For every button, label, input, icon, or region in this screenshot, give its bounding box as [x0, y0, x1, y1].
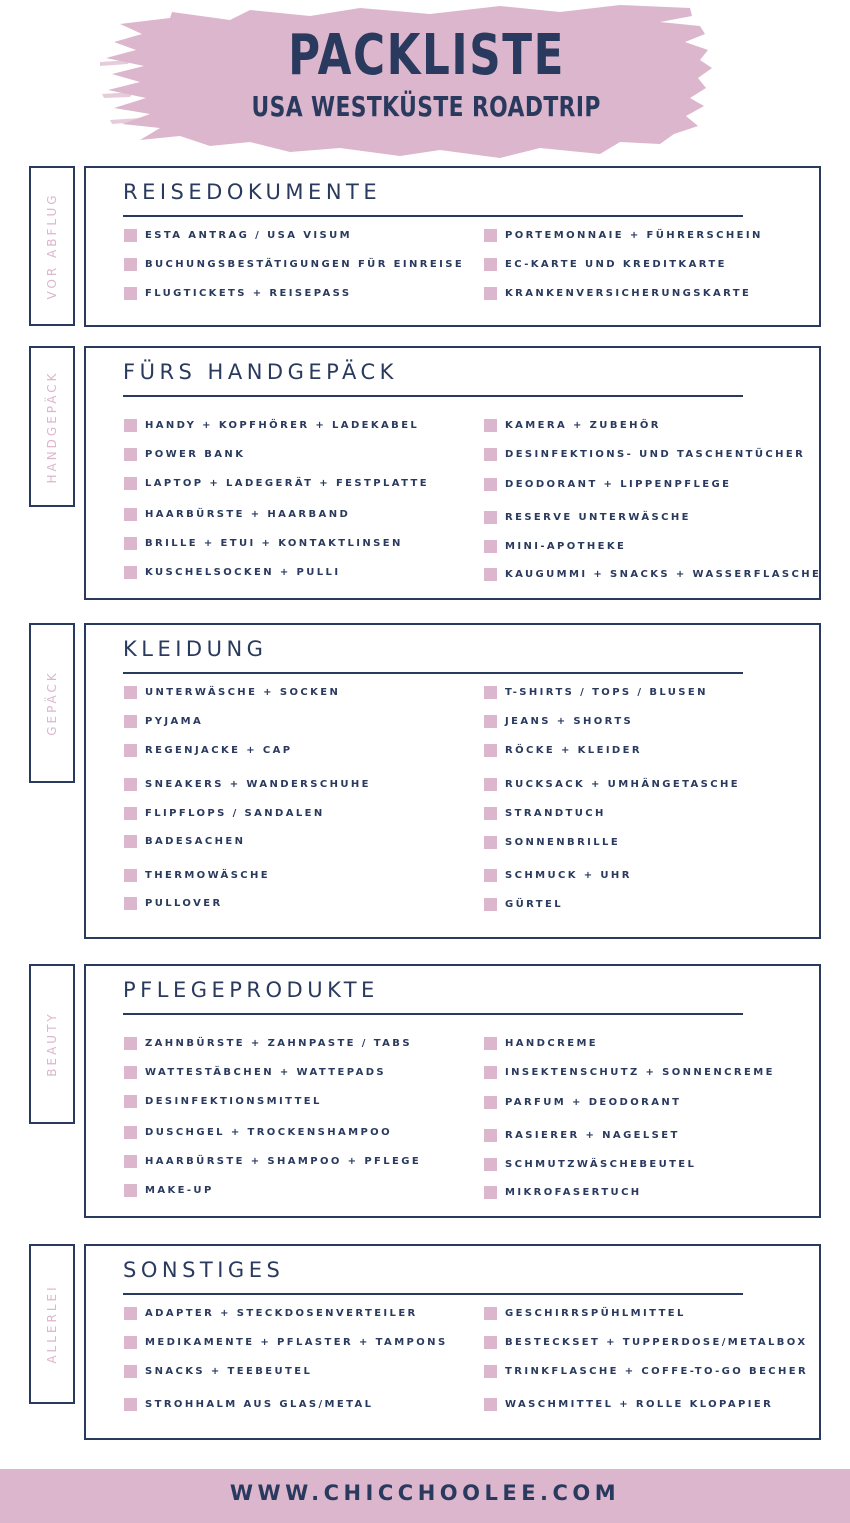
side-tab-label: GEPÄCK	[45, 670, 59, 736]
section-divider	[123, 1293, 743, 1295]
checkbox[interactable]	[124, 1184, 137, 1197]
checklist-item-label: KRANKENVERSICHERUNGSKARTE	[505, 288, 752, 299]
checklist-item-label: HANDCREME	[505, 1038, 599, 1049]
side-tab-label: HANDGEPÄCK	[45, 369, 59, 484]
section-title: FÜRS HANDGEPÄCK	[123, 360, 398, 384]
checklist-item-label: WASCHMITTEL + ROLLE KLOPAPIER	[505, 1399, 774, 1410]
checklist-item-label: HANDY + KOPFHÖRER + LADEKABEL	[145, 420, 420, 431]
checklist-item-label: LAPTOP + LADEGERÄT + FESTPLATTE	[145, 478, 429, 489]
checklist-item-label: RESERVE UNTERWÄSCHE	[505, 512, 691, 523]
side-tab	[29, 623, 75, 783]
checklist-item-label: KUSCHELSOCKEN + PULLI	[145, 567, 341, 578]
checkbox[interactable]	[124, 258, 137, 271]
section-title: REISEDOKUMENTE	[123, 180, 382, 204]
checklist-item-label: FLUGTICKETS + REISEPASS	[145, 288, 352, 299]
checkbox[interactable]	[484, 287, 497, 300]
checkbox[interactable]	[124, 566, 137, 579]
checkbox[interactable]	[124, 1336, 137, 1349]
side-tab-label: ALLERLEI	[45, 1284, 59, 1364]
checklist-item-label: SNACKS + TEEBEUTEL	[145, 1366, 313, 1377]
checklist-item-label: JEANS + SHORTS	[505, 716, 634, 727]
section-divider	[123, 395, 743, 397]
side-tab	[29, 166, 75, 326]
checkbox[interactable]	[484, 898, 497, 911]
checkbox[interactable]	[484, 778, 497, 791]
checkbox[interactable]	[484, 1336, 497, 1349]
checklist-item-label: SCHMUTZWÄSCHEBEUTEL	[505, 1159, 697, 1170]
checkbox[interactable]	[124, 715, 137, 728]
checklist-item-label: BRILLE + ETUI + KONTAKTLINSEN	[145, 538, 403, 549]
checkbox[interactable]	[124, 744, 137, 757]
checkbox[interactable]	[484, 1398, 497, 1411]
checkbox[interactable]	[484, 478, 497, 491]
page-subtitle: USA WESTKÜSTE ROADTRIP	[251, 90, 601, 123]
footer-url: WWW.CHICCHOOLEE.COM	[229, 1481, 621, 1505]
checklist-item-label: REGENJACKE + CAP	[145, 745, 293, 756]
checklist-item-label: RÖCKE + KLEIDER	[505, 745, 642, 756]
checkbox[interactable]	[484, 419, 497, 432]
checkbox[interactable]	[124, 229, 137, 242]
checklist-item-label: SONNENBRILLE	[505, 837, 621, 848]
checkbox[interactable]	[484, 229, 497, 242]
checkbox[interactable]	[484, 258, 497, 271]
checklist-item-label: BESTECKSET + TUPPERDOSE/METALBOX	[505, 1337, 808, 1348]
checklist-item-label: ADAPTER + STECKDOSENVERTEILER	[145, 1308, 418, 1319]
page-title: PACKLISTE	[288, 23, 566, 88]
checklist-item-label: PARFUM + DEODORANT	[505, 1097, 682, 1108]
checklist-item-label: MIKROFASERTUCH	[505, 1187, 642, 1198]
checklist-item-label: MEDIKAMENTE + PFLASTER + TAMPONS	[145, 1337, 448, 1348]
checkbox[interactable]	[124, 287, 137, 300]
side-tab-label: BEAUTY	[45, 1011, 59, 1077]
section-box	[84, 346, 821, 600]
section-title: KLEIDUNG	[123, 637, 268, 661]
checklist-item-label: HAARBÜRSTE + SHAMPOO + PFLEGE	[145, 1156, 422, 1167]
checkbox[interactable]	[484, 686, 497, 699]
checklist-item-label: DEODORANT + LIPPENPFLEGE	[505, 479, 732, 490]
side-tab	[29, 1244, 75, 1404]
checkbox[interactable]	[484, 744, 497, 757]
checkbox[interactable]	[124, 1155, 137, 1168]
checkbox[interactable]	[124, 807, 137, 820]
checklist-item-label: ESTA ANTRAG / USA VISUM	[145, 230, 352, 241]
checkbox[interactable]	[124, 835, 137, 848]
checkbox[interactable]	[124, 508, 137, 521]
checklist-item-label: ZAHNBÜRSTE + ZAHNPASTE / TABS	[145, 1038, 412, 1049]
checklist-item-label: BADESACHEN	[145, 836, 246, 847]
checklist-item-label: RUCKSACK + UMHÄNGETASCHE	[505, 779, 740, 790]
checklist-item-label: STROHHALM AUS GLAS/METAL	[145, 1399, 374, 1410]
checkbox[interactable]	[124, 1095, 137, 1108]
section-divider	[123, 215, 743, 217]
checkbox[interactable]	[124, 1398, 137, 1411]
header	[0, 0, 850, 165]
checkbox[interactable]	[484, 807, 497, 820]
checkbox[interactable]	[484, 1186, 497, 1199]
checkbox[interactable]	[124, 1037, 137, 1050]
section-title: SONSTIGES	[123, 1258, 285, 1282]
checkbox[interactable]	[124, 1066, 137, 1079]
checklist-item-label: DESINFEKTIONS- UND TASCHENTÜCHER	[505, 449, 806, 460]
checklist-item-label: EC-KARTE UND KREDITKARTE	[505, 259, 727, 270]
section-title: PFLEGEPRODUKTE	[123, 978, 379, 1002]
checkbox[interactable]	[124, 897, 137, 910]
checkbox[interactable]	[124, 686, 137, 699]
checklist-item-label: KAMERA + ZUBEHÖR	[505, 420, 661, 431]
checklist-item-label: MINI-APOTHEKE	[505, 541, 627, 552]
checklist-item-label: GÜRTEL	[505, 899, 564, 910]
checkbox[interactable]	[124, 1365, 137, 1378]
checkbox[interactable]	[484, 1096, 497, 1109]
checkbox[interactable]	[484, 715, 497, 728]
checklist-item-label: UNTERWÄSCHE + SOCKEN	[145, 687, 341, 698]
checkbox[interactable]	[124, 477, 137, 490]
checkbox[interactable]	[484, 1365, 497, 1378]
checklist-item-label: KAUGUMMI + SNACKS + WASSERFLASCHE	[505, 569, 822, 580]
checkbox[interactable]	[484, 1037, 497, 1050]
side-tab-label: VOR ABFLUG	[45, 192, 59, 300]
section-box	[84, 1244, 821, 1440]
section-box	[84, 166, 821, 327]
checkbox[interactable]	[484, 540, 497, 553]
side-tab	[29, 964, 75, 1124]
checklist-item-label: FLIPFLOPS / SANDALEN	[145, 808, 325, 819]
checkbox[interactable]	[124, 537, 137, 550]
checkbox[interactable]	[124, 448, 137, 461]
checklist-item-label: INSEKTENSCHUTZ + SONNENCREME	[505, 1067, 775, 1078]
checklist-item-label: MAKE-UP	[145, 1185, 214, 1196]
checkbox[interactable]	[124, 1307, 137, 1320]
checklist-item-label: GESCHIRRSPÜHLMITTEL	[505, 1308, 686, 1319]
checklist-item-label: HAARBÜRSTE + HAARBAND	[145, 509, 351, 520]
checklist-item-label: THERMOWÄSCHE	[145, 870, 271, 881]
checkbox[interactable]	[484, 1066, 497, 1079]
checklist-item-label: DESINFEKTIONSMITTEL	[145, 1096, 322, 1107]
checklist-item-label: BUCHUNGSBESTÄTIGUNGEN FÜR EINREISE	[145, 259, 465, 270]
checklist-item-label: SCHMUCK + UHR	[505, 870, 632, 881]
checklist-item-label: DUSCHGEL + TROCKENSHAMPOO	[145, 1127, 392, 1138]
checklist-item-label: PYJAMA	[145, 716, 204, 727]
checklist-item-label: SNEAKERS + WANDERSCHUHE	[145, 779, 371, 790]
section-divider	[123, 1013, 743, 1015]
checkbox[interactable]	[484, 568, 497, 581]
checkbox[interactable]	[124, 419, 137, 432]
checkbox[interactable]	[484, 869, 497, 882]
checklist-item-label: RASIERER + NAGELSET	[505, 1130, 680, 1141]
checklist-item-label: STRANDTUCH	[505, 808, 606, 819]
side-tab	[29, 346, 75, 507]
checkbox[interactable]	[124, 778, 137, 791]
checklist-item-label: T-SHIRTS / TOPS / BLUSEN	[505, 687, 708, 698]
checkbox[interactable]	[484, 511, 497, 524]
checkbox[interactable]	[124, 869, 137, 882]
checkbox[interactable]	[124, 1126, 137, 1139]
checklist-item-label: PORTEMONNAIE + FÜHRERSCHEIN	[505, 230, 763, 241]
section-box	[84, 964, 821, 1218]
checkbox[interactable]	[484, 1129, 497, 1142]
section-divider	[123, 672, 743, 674]
checkbox[interactable]	[484, 1307, 497, 1320]
checklist-item-label: TRINKFLASCHE + COFFE-TO-GO BECHER	[505, 1366, 809, 1377]
section-box	[84, 623, 821, 939]
checklist-item-label: WATTESTÄBCHEN + WATTEPADS	[145, 1067, 387, 1078]
checkbox[interactable]	[484, 448, 497, 461]
checklist-item-label: POWER BANK	[145, 449, 246, 460]
checkbox[interactable]	[484, 1158, 497, 1171]
footer-bar	[0, 1469, 850, 1523]
checklist-item-label: PULLOVER	[145, 898, 223, 909]
checkbox[interactable]	[484, 836, 497, 849]
